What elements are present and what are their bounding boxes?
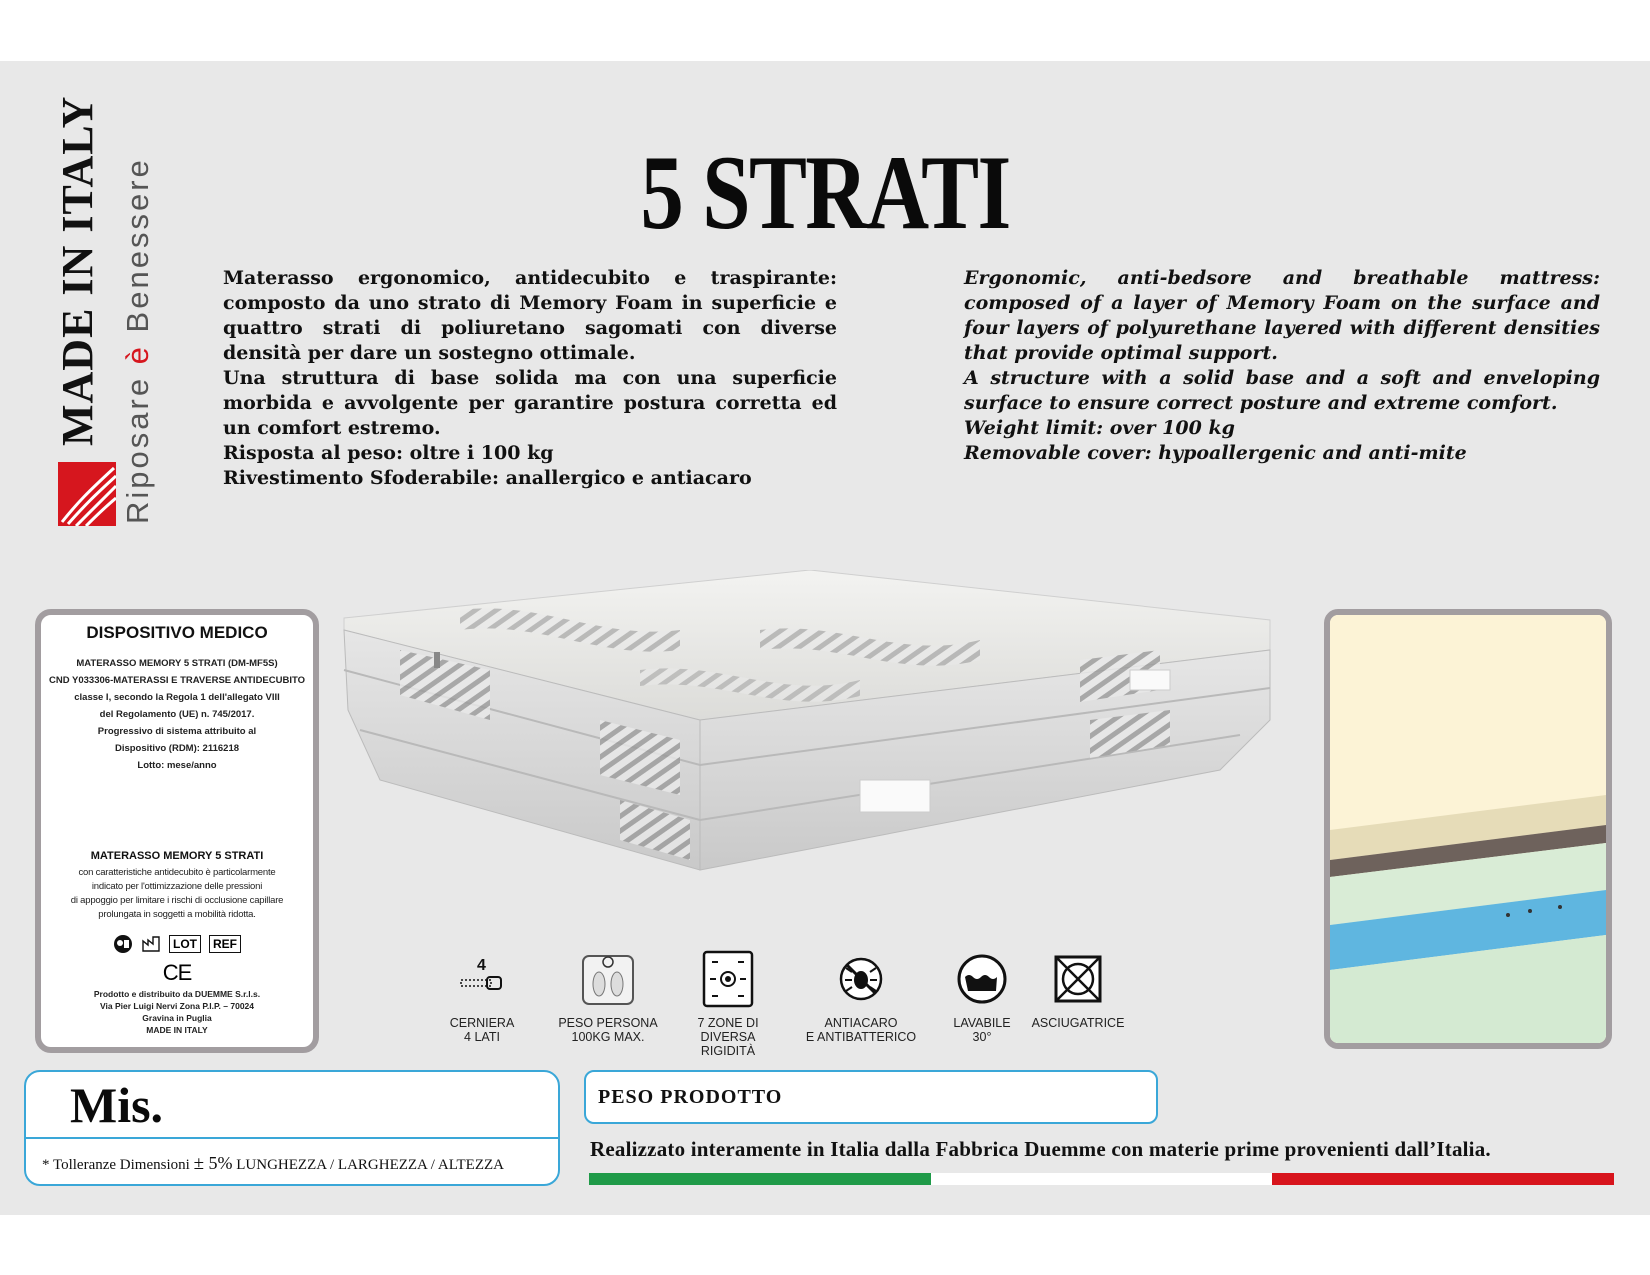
product-weight-box (584, 1070, 1158, 1124)
feature-label: ASCIUGATRICE (1031, 1016, 1125, 1030)
instructions-icon (113, 934, 133, 954)
description-it-paragraph: Una struttura di base solida ma con una superficie morbida e avvolgente per garantire postura corretta ed un comfort estremo. (223, 367, 837, 439)
medical-product-info (41, 866, 313, 922)
description-it-paragraph: Rivestimento Sfoderabile: anallergico e antiacaro (223, 467, 752, 489)
layers-photo (1324, 609, 1612, 1049)
medical-product-line: di appoggio per limitare i rischi di occlusione capillare (70, 895, 284, 906)
medical-line: CND Y033306-MATERASSI E TRAVERSE ANTIDECUBITO (48, 675, 306, 686)
flag-green (589, 1173, 931, 1185)
feature-weight (548, 948, 668, 1044)
tagline-part-1: Riposare (120, 364, 155, 524)
product-weight-label: PESO PRODOTTO (598, 1086, 783, 1108)
italian-flag-bar (589, 1173, 1614, 1185)
zipper-badge: 4 (477, 957, 486, 974)
tolerance-prefix: * Tolleranze Dimensioni (42, 1157, 194, 1173)
feature-seven-zones (668, 948, 788, 1058)
feature-anti-mite (800, 948, 922, 1044)
seven-zones-icon (702, 950, 754, 1008)
description-en-paragraph: Weight limit: over 100 kg (964, 417, 1235, 439)
medical-footer-line: MADE IN ITALY (146, 1025, 208, 1035)
wash-30-icon (956, 953, 1008, 1005)
medical-line: del Regolamento (UE) n. 745/2017. (99, 709, 255, 720)
divider (26, 1137, 558, 1139)
medical-product-name: MATERASSO MEMORY 5 STRATI (90, 850, 264, 862)
dimensions-box (24, 1070, 560, 1186)
feature-label: E ANTIBATTERICO (805, 1030, 917, 1044)
red-wave-logo-icon (58, 462, 116, 526)
zipper-icon (457, 954, 507, 1004)
tolerance-dimensions: LUNGHEZZA / LARGHEZZA / ALTEZZA (232, 1157, 505, 1173)
description-it-paragraph: Risposta al peso: oltre i 100 kg (223, 442, 554, 464)
medical-symbols (41, 934, 313, 954)
flag-red (1272, 1173, 1614, 1185)
description-italian (223, 266, 837, 491)
dimensions-label: Mis. (70, 1077, 164, 1133)
product-title: 5 STRATI (640, 134, 1010, 251)
scale-icon (581, 952, 635, 1006)
medical-line: Lotto: mese/anno (137, 760, 217, 771)
plus-minus: ± (193, 1153, 204, 1174)
feature-label: LAVABILE (953, 1016, 1011, 1030)
medical-product-line: prolungata in soggetti a mobilità ridotta. (98, 909, 256, 920)
feature-label: ANTIACARO (824, 1016, 898, 1030)
feature-zipper (422, 948, 542, 1044)
no-dryer-icon (1053, 954, 1103, 1004)
medical-line: MATERASSO MEMORY 5 STRATI (DM-MF5S) (76, 658, 278, 669)
medical-line: classe I, secondo la Regola 1 dell'allegato VIII (74, 692, 280, 703)
feature-label: 30° (972, 1030, 992, 1044)
feature-label: 100KG MAX. (571, 1030, 645, 1044)
tagline-part-2: Benessere (120, 157, 155, 345)
feature-label: 4 LATI (464, 1030, 500, 1044)
manufacture-date-icon (141, 935, 161, 953)
description-en-paragraph: Ergonomic, anti-bedsore and breathable mattress: composed of a layer of Memory Foam on the surface and four layers of polyurethane layered with different densities that provide optimal support. (964, 267, 1600, 364)
description-en-paragraph: Removable cover: hypoallergenic and anti-mite (964, 442, 1467, 464)
brand-made-in-italy: MADE IN ITALY (53, 95, 102, 446)
medical-info (41, 655, 313, 774)
ce-mark: CE (162, 960, 192, 985)
description-english (964, 266, 1600, 466)
flag-white (931, 1173, 1273, 1185)
medical-footer-line: Via Pier Luigi Nervi Zona P.I.P. – 70024 (99, 1001, 255, 1011)
no-mite-icon (838, 956, 884, 1002)
medical-footer (41, 988, 313, 1036)
made-in-italy-statement: Realizzato interamente in Italia dalla Fabbrica Duemme con materie prime provenienti dall’Italia. (590, 1137, 1491, 1161)
feature-label: DIVERSA (700, 1030, 756, 1044)
tagline-accent: è (120, 344, 155, 365)
medical-device-card (35, 609, 319, 1053)
medical-product-line: con caratteristiche antidecubito è particolarmente (78, 867, 276, 878)
feature-no-dryer (1018, 948, 1138, 1030)
feature-label: RIGIDITÀ (700, 1044, 756, 1058)
medical-line: Dispositivo (RDM): 2116218 (114, 743, 240, 754)
feature-label: PESO PERSONA (558, 1016, 658, 1030)
lot-symbol: LOT (169, 935, 201, 953)
medical-product-line: indicato per l'ottimizzazione delle pressioni (91, 881, 263, 892)
feature-label: CERNIERA (449, 1016, 515, 1030)
medical-title: DISPOSITIVO MEDICO (86, 623, 268, 642)
description-it-paragraph: Materasso ergonomico, antidecubito e traspirante: composto da uno strato di Memory Foam in superficie e quattro strati di poliuretano sagomati con diverse densità per dare un sostegno ottimale. (223, 267, 837, 364)
medical-footer-line: Gravina in Puglia (142, 1013, 212, 1023)
ref-symbol: REF (209, 935, 241, 953)
tolerance-percent: 5% (204, 1153, 233, 1173)
brand-tagline (120, 124, 156, 524)
medical-footer-line: Prodotto e distribuito da DUEMME S.r.l.s. (93, 989, 261, 999)
feature-label: 7 ZONE DI (697, 1016, 759, 1030)
medical-line: Progressivo di sistema attribuito al (97, 726, 257, 737)
mattress-image (340, 570, 1280, 920)
tolerance-note (42, 1153, 504, 1175)
description-en-paragraph: A structure with a solid base and a soft and enveloping surface to ensure correct posture and extreme comfort. (964, 367, 1600, 414)
